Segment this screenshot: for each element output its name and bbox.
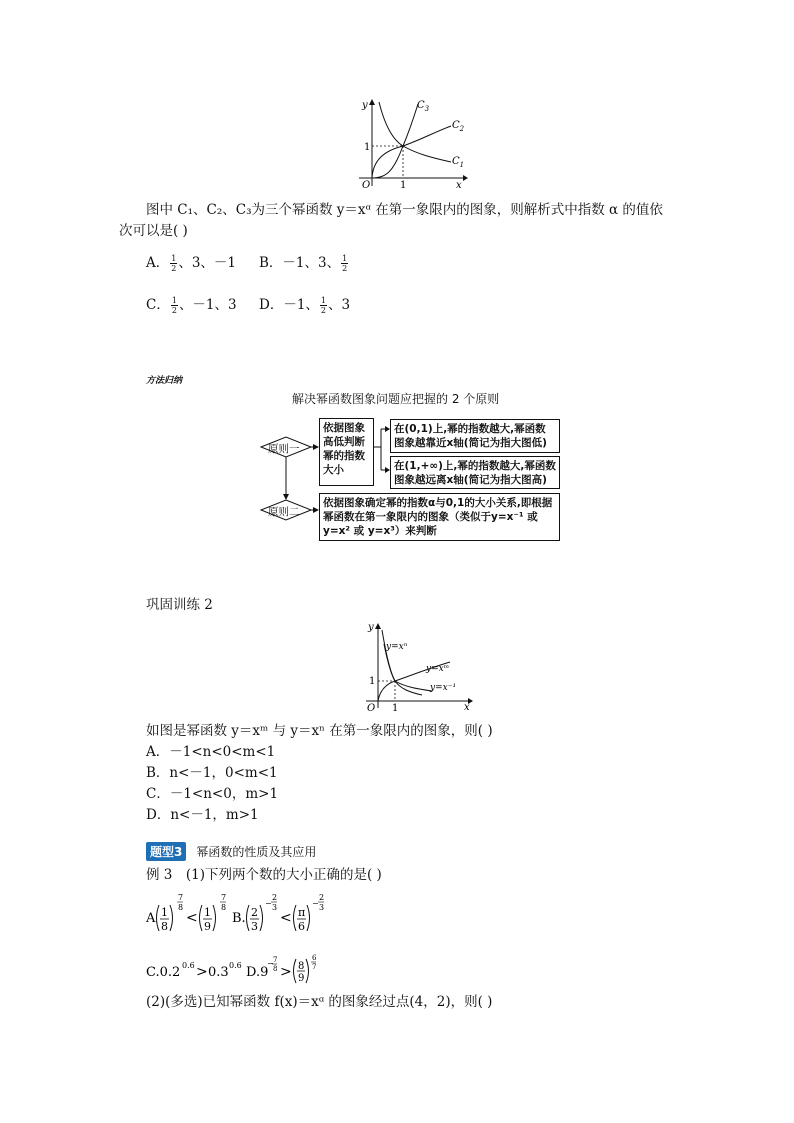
graph1-c1-label: $C_1$ xyxy=(452,156,465,169)
principle-1-label: 原则一 xyxy=(268,443,300,455)
example3-option-cd-math[interactable] xyxy=(146,952,346,992)
graph1-origin: O xyxy=(362,180,371,190)
svg-text:3: 3 xyxy=(319,903,325,912)
q1-option-a-rest: 、3、－1 xyxy=(178,255,237,271)
svg-text:8: 8 xyxy=(178,903,184,912)
example3-stem: 例 3 (1)下列两个数的大小正确的是( ) xyxy=(146,867,382,883)
graph2-y-label: y xyxy=(368,622,374,633)
example3-option-ab-formula xyxy=(146,888,346,938)
graph1-one-y: 1 xyxy=(364,142,371,153)
graph1-c2-label: $C_2$ xyxy=(452,120,465,133)
q1-option-a-label: A． xyxy=(146,255,170,271)
graph1-x-label: x xyxy=(456,180,462,190)
graph1-y-label: y xyxy=(362,100,368,111)
q1-stem-line2: 次可以是( ) xyxy=(119,223,188,239)
svg-text:9: 9 xyxy=(298,973,305,984)
rule-1-box: 在(0,1)上,幂的指数越大,幂函数图象越靠近x轴(简记为指大图低) xyxy=(390,419,560,453)
svg-text:−: − xyxy=(312,899,319,908)
graph2-origin: O xyxy=(367,703,376,712)
svg-text:8: 8 xyxy=(221,903,227,912)
fraction-half: $\frac{1}{2}$ xyxy=(320,296,327,315)
fraction-half: $\frac{1}{2}$ xyxy=(171,296,177,315)
fraction-half: $\frac{1}{2}$ xyxy=(171,254,177,273)
q1-option-d[interactable] xyxy=(259,296,350,315)
svg-text:7: 7 xyxy=(312,963,317,971)
q1-option-c[interactable] xyxy=(146,296,237,315)
svg-text:7: 7 xyxy=(178,893,184,902)
example3-option-ab-math[interactable] xyxy=(146,888,346,942)
q1-option-a[interactable] xyxy=(146,254,236,273)
graph2-x-label: x xyxy=(464,702,470,712)
practice-option-b[interactable]: B．n<－1，0<m<1 xyxy=(146,765,278,781)
svg-text:9: 9 xyxy=(204,920,211,933)
svg-text:6: 6 xyxy=(312,954,317,962)
svg-text:>: > xyxy=(280,964,292,980)
svg-text:C.0.2: C.0.2 xyxy=(146,965,181,980)
q1-option-b[interactable] xyxy=(259,254,349,273)
rule-3-box: 依据图象确定幂的指数α与0,1的大小关系,即根据幂函数在第一象限内的图象（类似于y=x⁻¹ 或 y=x² 或 y=x³）来判断 xyxy=(319,493,560,541)
practice-option-c[interactable]: C．－1<n<0，m>1 xyxy=(146,786,279,802)
example3-part2: (2)(多选)已知幂函数 f(x)＝xᵅ 的图象经过点(4，2)，则( ) xyxy=(146,994,493,1010)
svg-text:7: 7 xyxy=(273,956,278,964)
svg-text:2: 2 xyxy=(251,906,258,919)
svg-text:3: 3 xyxy=(272,903,278,912)
svg-text:3: 3 xyxy=(251,920,258,933)
graph1-one-x: 1 xyxy=(400,180,407,190)
svg-text:2: 2 xyxy=(319,893,325,902)
svg-text:0.6: 0.6 xyxy=(229,961,242,970)
q1-option-d-label: D．－1、 xyxy=(259,297,319,313)
q1-option-c-label: C． xyxy=(146,297,170,313)
graph2-curve-m-label: y=xᵐ xyxy=(426,664,450,674)
svg-text:<: < xyxy=(280,910,292,926)
svg-text:8: 8 xyxy=(161,920,168,933)
svg-text:−: − xyxy=(265,899,272,908)
graph2-one-y: 1 xyxy=(369,676,376,687)
practice-option-d[interactable]: D．n<－1，m>1 xyxy=(146,807,259,823)
power-function-graph-1 xyxy=(355,96,470,190)
section-badge: 题型3 xyxy=(146,842,186,861)
method-title: 解决幂函数图象问题应把握的 2 个原则 xyxy=(292,392,500,406)
q1-option-b-label: B．－1、3、 xyxy=(259,255,341,271)
example3-option-cd-formula xyxy=(146,952,346,988)
svg-text:6: 6 xyxy=(298,920,305,933)
graph1-c3-label: $C_3$ xyxy=(417,100,430,113)
graph2-one-x: 1 xyxy=(392,703,399,712)
svg-text:1: 1 xyxy=(204,906,211,919)
svg-text:>: > xyxy=(196,964,208,980)
judge-box: 依据图象高低判断幂的指数大小 xyxy=(319,418,374,486)
rule-2-box: 在(1,+∞)上,幂的指数越大,幂函数图象越远离x轴(简记为指大图高) xyxy=(390,456,560,489)
svg-text:−: − xyxy=(267,959,274,968)
svg-text:<: < xyxy=(186,910,198,926)
q1-option-c-rest: 、－1、3 xyxy=(178,297,237,313)
power-function-graph-2 xyxy=(360,620,475,712)
svg-text:B.: B. xyxy=(232,911,246,926)
practice-stem: 如图是幂函数 y＝xᵐ 与 y＝xⁿ 在第一象限内的图象，则( ) xyxy=(146,723,493,739)
svg-text:1: 1 xyxy=(161,906,168,919)
svg-text:D.9: D.9 xyxy=(246,965,269,980)
svg-text:π: π xyxy=(298,906,306,919)
section-title: 幂函数的性质及其应用 xyxy=(196,844,317,859)
svg-text:7: 7 xyxy=(221,893,227,902)
svg-text:2: 2 xyxy=(272,893,278,902)
svg-text:0.6: 0.6 xyxy=(182,961,195,970)
method-label: 方法归纳 xyxy=(146,376,183,386)
principle-2-label: 原则二 xyxy=(268,506,300,518)
section-heading xyxy=(146,843,316,859)
svg-text:A: A xyxy=(146,911,156,926)
graph2-curve-inv-label: y=x⁻¹ xyxy=(430,683,457,693)
practice-title: 巩固训练 2 xyxy=(146,597,213,613)
svg-text:8: 8 xyxy=(273,965,278,973)
svg-text:0.3: 0.3 xyxy=(208,965,229,980)
fraction-half: $\frac{1}{2}$ xyxy=(342,254,348,273)
q1-stem-line1: 图中 C₁、C₂、C₃为三个幂函数 y＝xᵅ 在第一象限内的图象，则解析式中指数 α 的值依 xyxy=(146,202,663,218)
q1-option-d-rest: 、3 xyxy=(328,297,351,313)
graph2-curve-n-label: y=xⁿ xyxy=(386,642,408,652)
svg-text:8: 8 xyxy=(298,961,305,972)
practice-option-a[interactable]: A．－1<n<0<m<1 xyxy=(146,744,276,760)
